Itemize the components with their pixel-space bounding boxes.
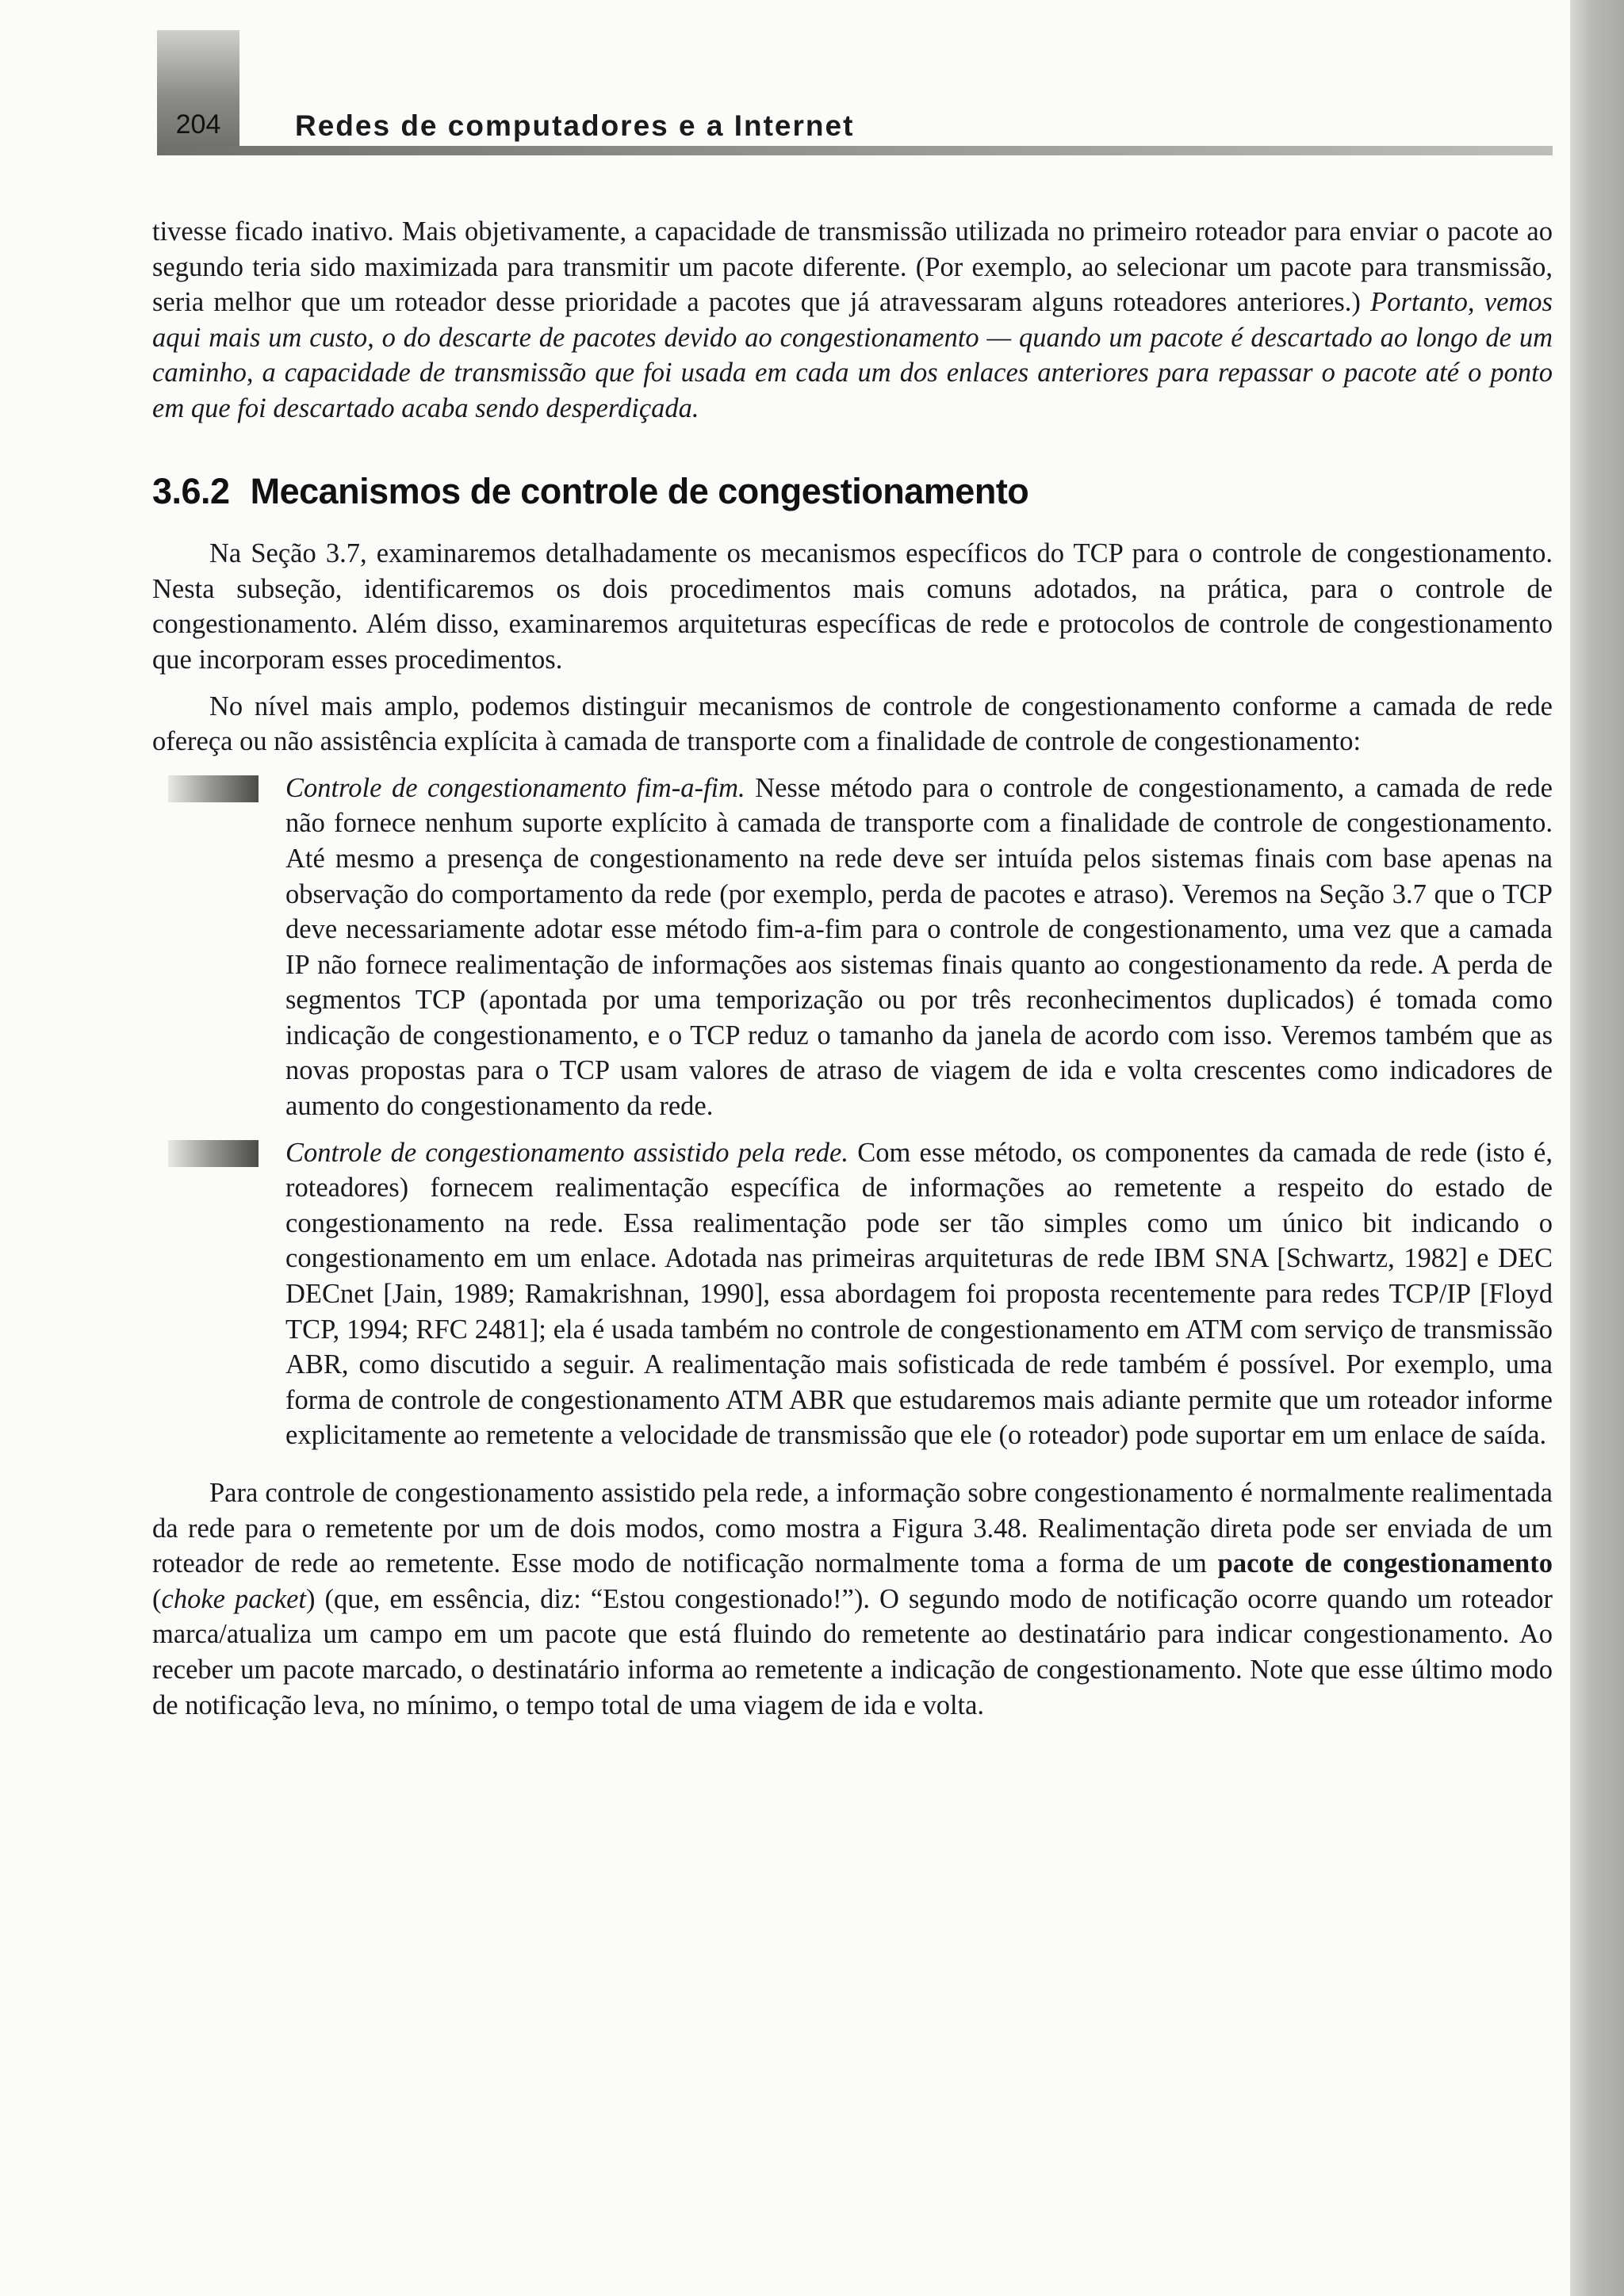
paragraph-4-italic-term: choke packet <box>161 1583 306 1614</box>
section-number: 3.6.2 <box>152 470 230 511</box>
section-heading <box>152 470 1553 511</box>
bullet-marker <box>168 775 259 802</box>
bullet-text: Com esse método, os componentes da camada de rede (isto é, roteadores) fornecem realimentação específica de informações ao remetente a respeito do estado de congestionamento na rede. Essa realimentação pode ser tão simples como um único bit indicando o congestionamento em um enlace. Adotada nas primeiras arquiteturas de rede IBM SNA [Schwartz, 1982] e DEC DECnet [Jain, 1989; Ramakrishnan, 1990], essa abordagem foi proposta recentemente para redes TCP/IP [Floyd TCP, 1994; RFC 2481]; ela é usada também no controle de congestionamento em ATM com serviço de transmissão ABR, como discutido a seguir. A realimentação mais sofisticada de rede também é possível. Por exemplo, uma forma de controle de congestionamento ATM ABR que estudaremos mais adiante permite que um roteador informe explicitamente ao remetente a velocidade de transmissão que ele (o roteador) pode suportar em um enlace de saída. <box>285 1137 1553 1451</box>
bullet-text: Nesse método para o controle de congestionamento, a camada de rede não fornece nenhum suporte explícito à camada de transporte com a finalidade de controle de congestionamento. Até mesmo a presença de congestionamento na rede deve ser intuída pelos sistemas finais com base apenas na observação do comportamento da rede (por exemplo, perda de pacotes e atraso). Veremos na Seção 3.7 que o TCP deve necessariamente adotar esse método fim-a-fim para o controle de congestionamento, uma vez que a camada IP não fornece realimentação de informações aos sistemas finais quanto ao congestionamento da rede. A perda de segmentos TCP (apontada por uma temporização ou por três reconhecimentos duplicados) é tomada como indicação de congestionamento, e o TCP reduz o tamanho da janela de acordo com isso. Veremos também que as novas propostas para o TCP usam valores de atraso de viagem de ida e volta crescentes como indicadores de aumento do congestionamento da rede. <box>285 772 1553 1122</box>
paragraph-4-part1: Para controle de congestionamento assistido pela rede, a informação sobre congestionamento é normalmente realimentada da rede para o remetente por um de dois modos, como mostra a Figura 3.48. Realimentação direta pode ser enviada de um roteador de rede ao remetente. Esse modo de notificação normalmente toma a forma de um <box>152 1478 1553 1579</box>
bullet-item-end-to-end <box>152 771 1553 1124</box>
paragraph-1-text: tivesse ficado inativo. Mais objetivamente, a capacidade de transmissão utilizada no primeiro roteador para enviar o pacote ao segundo teria sido maximizada para transmitir um pacote diferente. (Por exemplo, ao selecionar um pacote para transmissão, seria melhor que um roteador desse prioridade a pacotes que já atravessaram alguns roteadores anteriores.) <box>152 216 1553 318</box>
paragraph-2: Na Seção 3.7, examinaremos detalhadamente os mecanismos específicos do TCP para o controle de congestionamento. Nesta subseção, identificaremos os dois procedimentos mais comuns adotados, na prática, para o controle de congestionamento. Além disso, examinaremos arquiteturas específicas de rede e protocolos de controle de congestionamento que incorporam esses procedimentos. <box>152 538 1553 675</box>
paragraph-3: No nível mais amplo, podemos distinguir mecanismos de controle de congestionamento conforme a camada de rede ofereça ou não assistência explícita à camada de transporte com a finalidade de controle de congestionamento: <box>152 691 1553 757</box>
bullet-term: Controle de congestionamento assistido pela rede. <box>285 1137 848 1168</box>
running-title: Redes de computadores e a Internet <box>295 109 855 142</box>
paragraph-4-part3: ) (que, em essência, diz: “Estou congestionado!”). O segundo modo de notificação ocorre quando um roteador marca/atualiza um campo em um pacote que está fluindo do remetente ao destinatário para indicar congestionamento. Ao receber um pacote marcado, o destinatário informa ao remetente a indicação de congestionamento. Note que esse último modo de notificação leva, no mínimo, o tempo total de uma viagem de ida e volta. <box>152 1583 1553 1720</box>
bullet-item-network-assisted <box>152 1135 1553 1453</box>
page-number: 204 <box>175 109 221 140</box>
header-rule <box>157 146 1553 155</box>
page-edge-shadow <box>1570 0 1624 2296</box>
paragraph-4-part2: ( <box>152 1583 162 1614</box>
bullet-marker <box>168 1140 259 1167</box>
paragraph-4-bold-term: pacote de congestionamento <box>1217 1548 1553 1579</box>
paragraph-4 <box>152 1475 1553 1723</box>
paragraph-1 <box>152 214 1553 427</box>
bullet-term: Controle de congestionamento fim-a-fim. <box>285 772 745 803</box>
section-title: Mecanismos de controle de congestionamento <box>250 470 1029 511</box>
page-body <box>152 214 1553 1723</box>
paragraph-1-italic: Portanto, vemos aqui mais um custo, o do descarte de pacotes devido ao congestionamento — quando um pacote é descartado ao longo de um caminho, a capacidade de transmissão que foi usada em cada um dos enlaces anteriores para repassar o pacote até o ponto em que foi descartado acaba sendo desperdiçada. <box>152 287 1553 423</box>
